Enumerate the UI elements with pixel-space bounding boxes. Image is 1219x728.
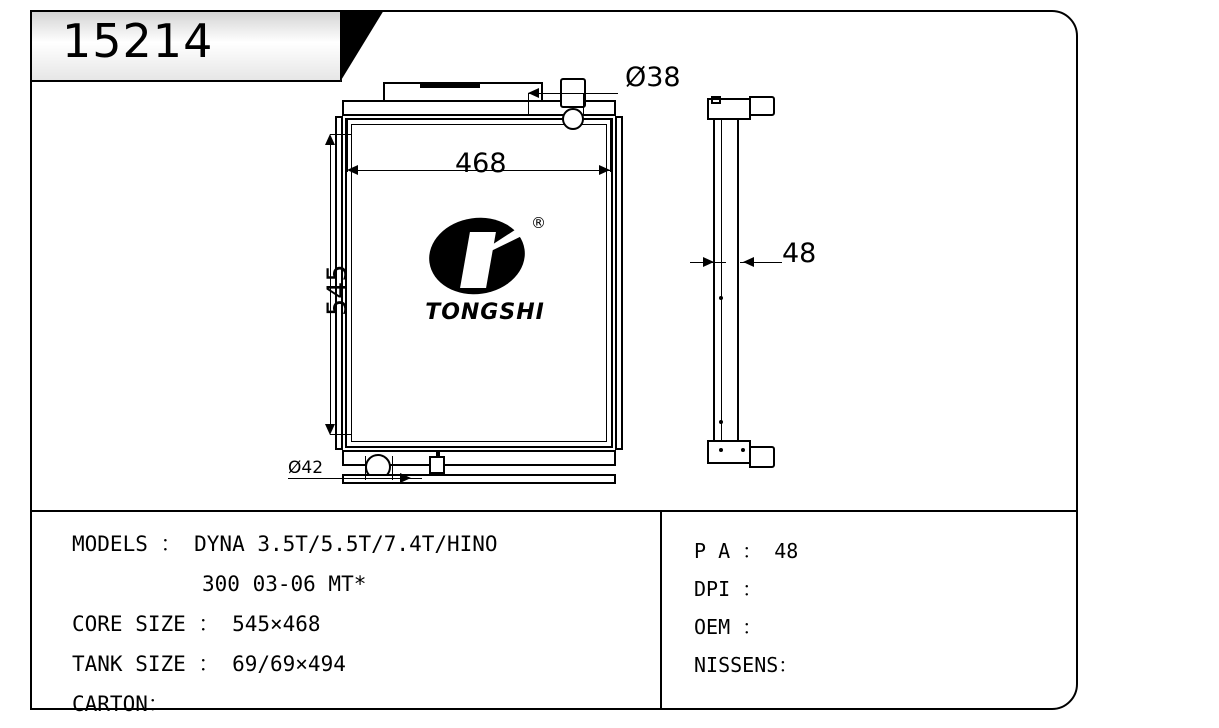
width-dimension-label: 468 (455, 148, 507, 179)
pa-line: P A ： 48 (694, 539, 799, 563)
info-divider-horizontal (32, 510, 1076, 512)
carton-line: CARTON： (72, 692, 169, 716)
outlet-dimension-label: Ø42 (288, 458, 324, 478)
height-ext-bottom (330, 434, 352, 435)
side-core-profile (713, 118, 739, 448)
height-dimension-label: 545 (322, 264, 353, 316)
height-ext-top (330, 134, 352, 135)
side-marker-dot-1 (719, 296, 723, 300)
inlet-arrow-left-icon (528, 88, 539, 98)
height-arrow-up-icon (325, 134, 335, 145)
inlet-port (562, 108, 584, 130)
part-number: 15214 (62, 14, 214, 68)
models-line-2: 300 03-06 MT* (202, 572, 367, 596)
title-plate-corner (340, 12, 382, 82)
tank-size-line: TANK SIZE ： 69/69×494 (72, 652, 346, 676)
side-marker-dot-4 (741, 448, 745, 452)
trademark-icon: ® (531, 214, 546, 232)
outlet-ext-right (392, 456, 393, 480)
side-inlet-stub (749, 96, 775, 116)
outlet-ext-left (365, 456, 366, 480)
dpi-line: DPI ： (694, 577, 763, 601)
core-size-line: CORE SIZE ： 545×468 (72, 612, 321, 636)
width-arrow-right-icon (599, 165, 610, 175)
width-ext-right (610, 120, 611, 172)
side-bottom-tank (707, 440, 751, 464)
outlet-arrow-right-icon (400, 473, 411, 483)
brand-logo (419, 214, 549, 328)
specs-left-column (72, 524, 652, 724)
right-side-post (615, 116, 623, 450)
depth-dimension-label: 48 (782, 238, 817, 269)
brand-name: TONGSHI (425, 300, 545, 325)
bottom-rail (342, 474, 616, 484)
side-marker-dot-2 (719, 420, 723, 424)
inlet-dimension-line (528, 93, 618, 94)
depth-arrow-right-icon (703, 257, 714, 267)
models-line-1: MODELS ： DYNA 3.5T/5.5T/7.4T/HINO (72, 532, 498, 556)
width-ext-left (347, 120, 348, 172)
cap-ridge (420, 84, 480, 88)
oem-line: OEM ： (694, 615, 763, 639)
side-outlet-stub (749, 446, 775, 468)
side-top-bracket (711, 96, 721, 104)
nissens-line: NISSENS： (694, 653, 799, 677)
radiator-side-view (705, 90, 795, 480)
depth-arrow-left-icon (743, 257, 754, 267)
specs-right-column (694, 532, 1024, 684)
inlet-dimension-label: Ø38 (625, 62, 681, 93)
width-arrow-left-icon (347, 165, 358, 175)
side-marker-dot-3 (719, 448, 723, 452)
inlet-ext-left (528, 93, 529, 115)
drain-fitting (429, 456, 445, 474)
info-divider-vertical (660, 512, 662, 708)
inlet-ext-right (583, 93, 584, 115)
